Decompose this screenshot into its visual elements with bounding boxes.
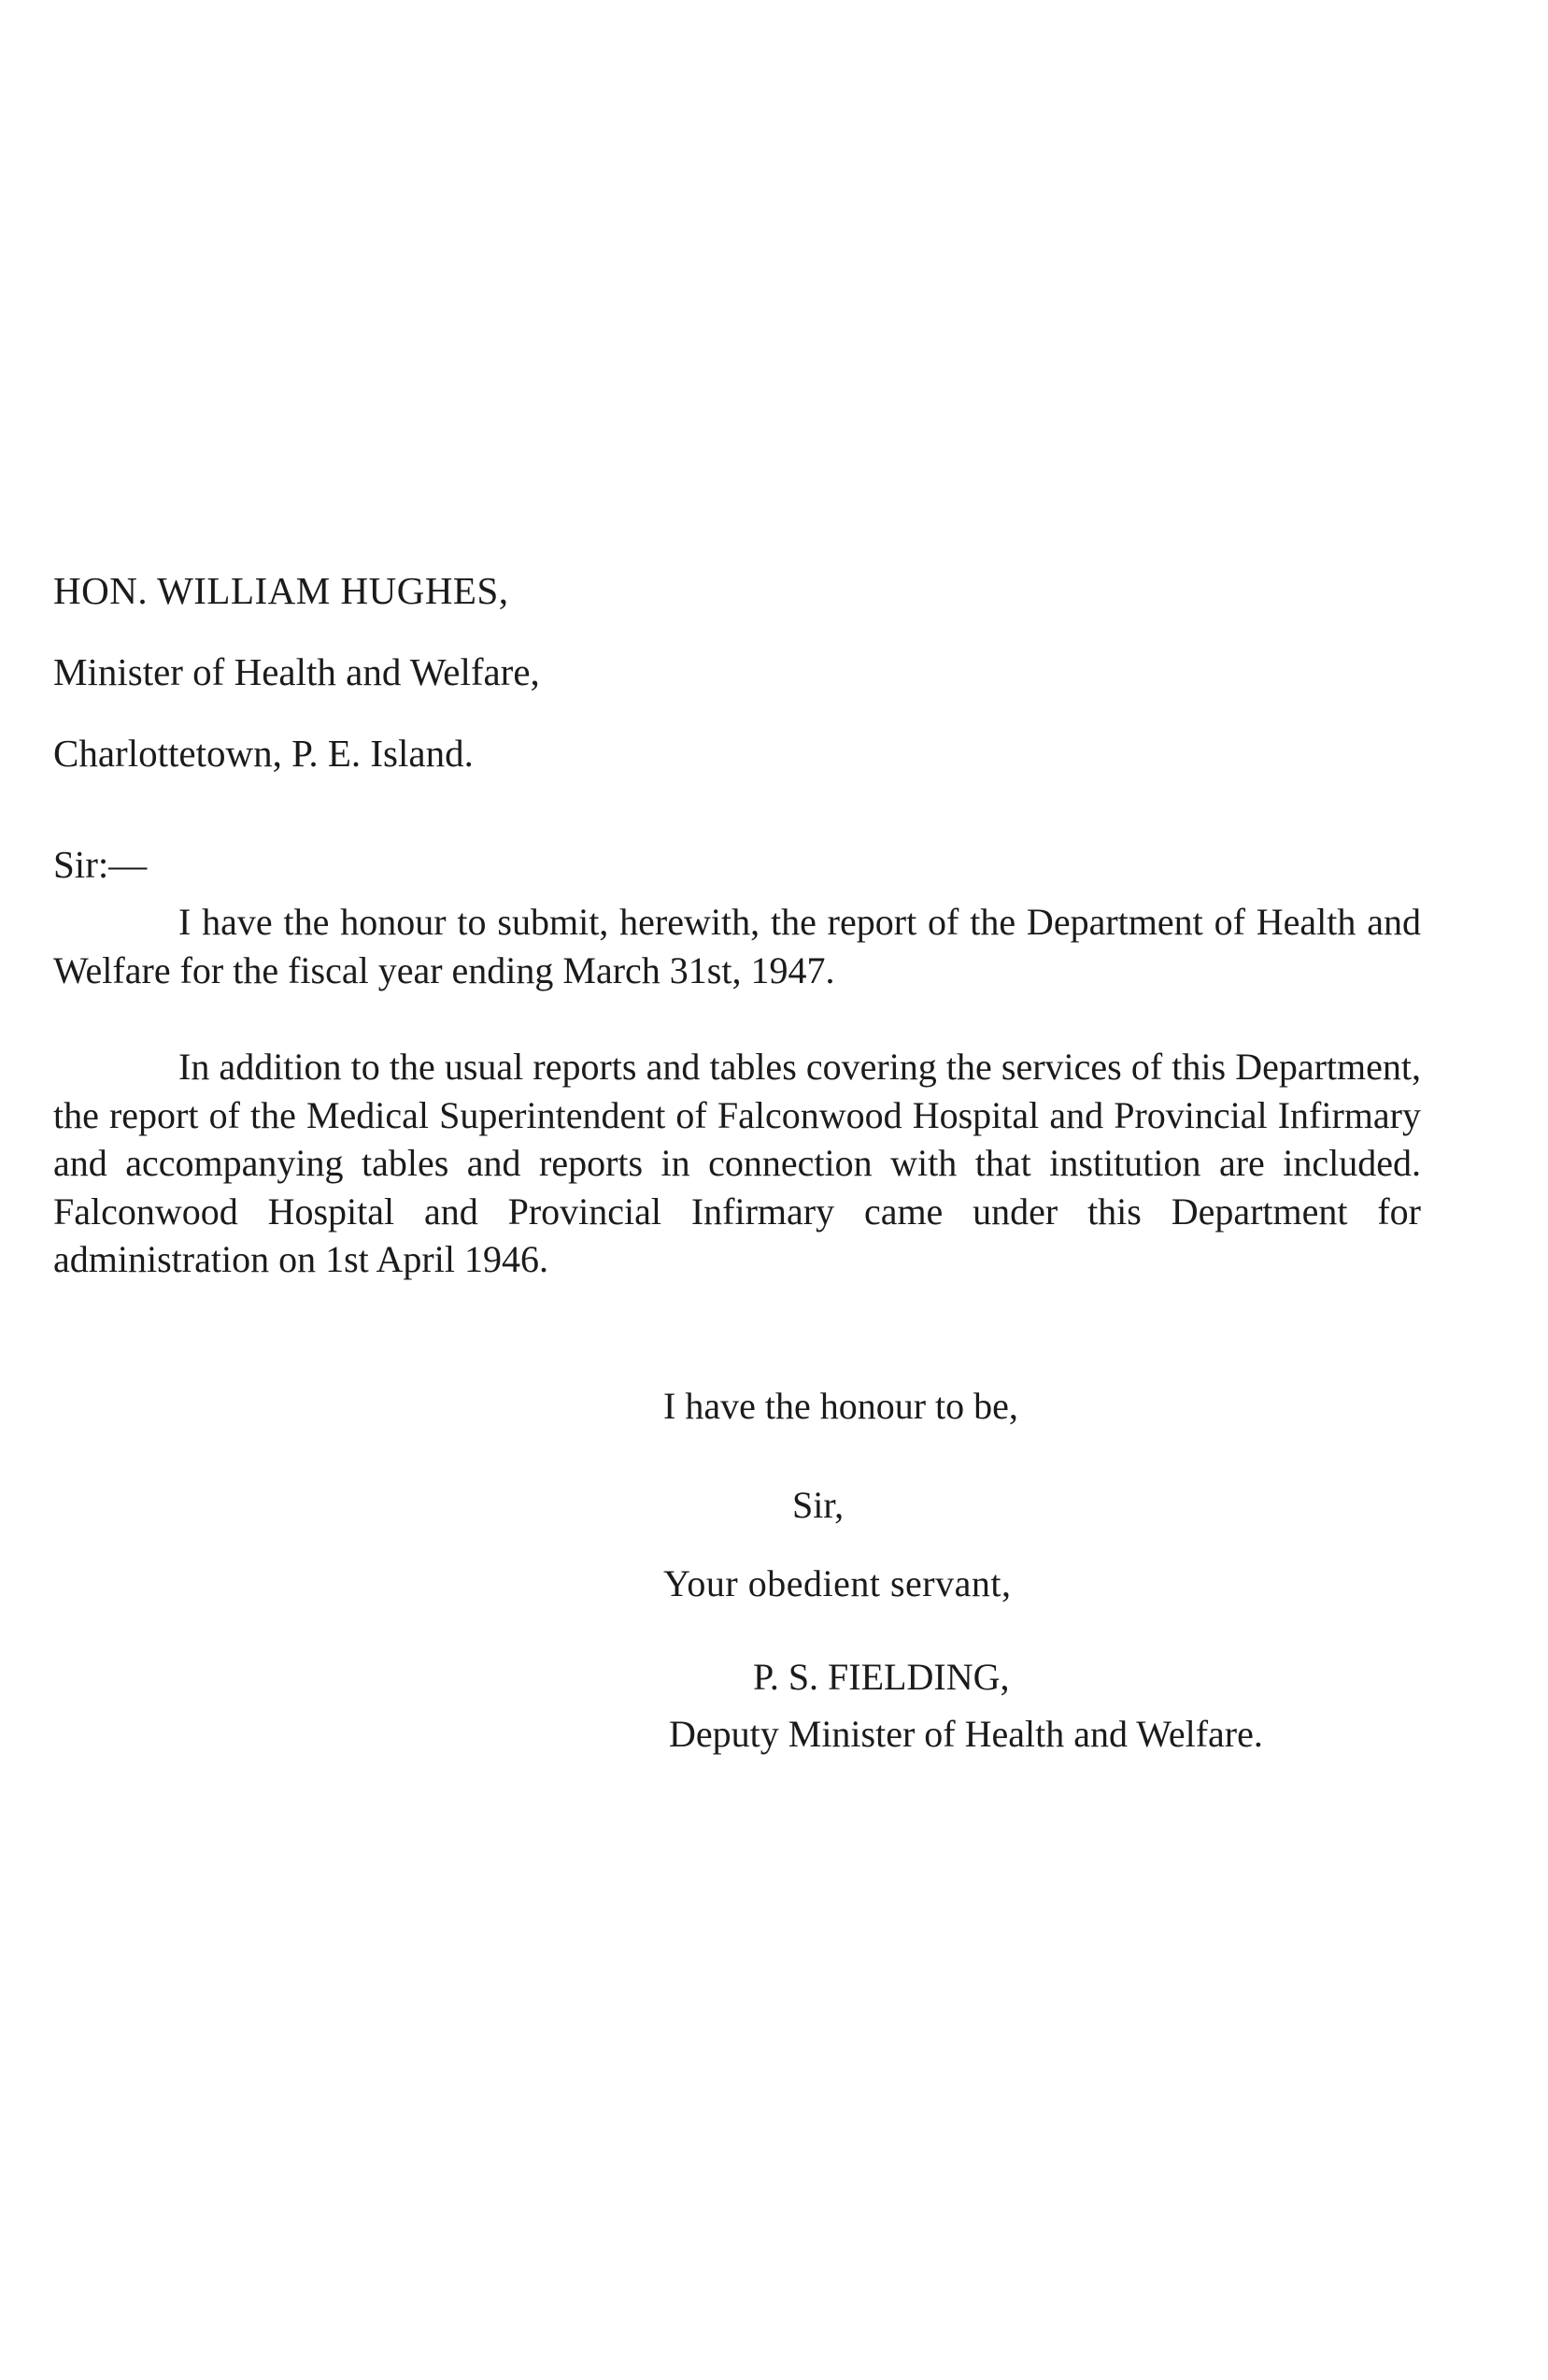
recipient-name: HON. WILLIAM HUGHES, <box>53 569 509 612</box>
salutation: Sir:— <box>53 843 148 886</box>
recipient-location: Charlottetown, P. E. Island. <box>53 732 474 775</box>
signer-title: Deputy Minister of Health and Welfare. <box>669 1713 1263 1755</box>
recipient-title: Minister of Health and Welfare, <box>53 650 540 693</box>
closing-line-sir: Sir, <box>792 1484 845 1526</box>
recipient-address <box>53 569 540 816</box>
signer-name: P. S. FIELDING, <box>753 1656 1010 1698</box>
closing-line-servant: Your obedient servant, <box>663 1562 1012 1604</box>
body-paragraph-2: In addition to the usual reports and tables covering the services of this Department, the report of the Medical Superintendent of Falconwood Hospital and Provincial Infirmary and accompanying tables and reports in connection with that institution are included. Falconwood Hospital and Provincial Infirmary came under this Department for administration on 1st April 1946. <box>53 1046 1421 1280</box>
closing-line-honour: I have the honour to be, <box>663 1385 1018 1427</box>
body-paragraph-1: I have the honour to submit, herewith, the report of the Department of Health and Welfare for the fiscal year ending March 31st, 1947. <box>53 901 1421 991</box>
